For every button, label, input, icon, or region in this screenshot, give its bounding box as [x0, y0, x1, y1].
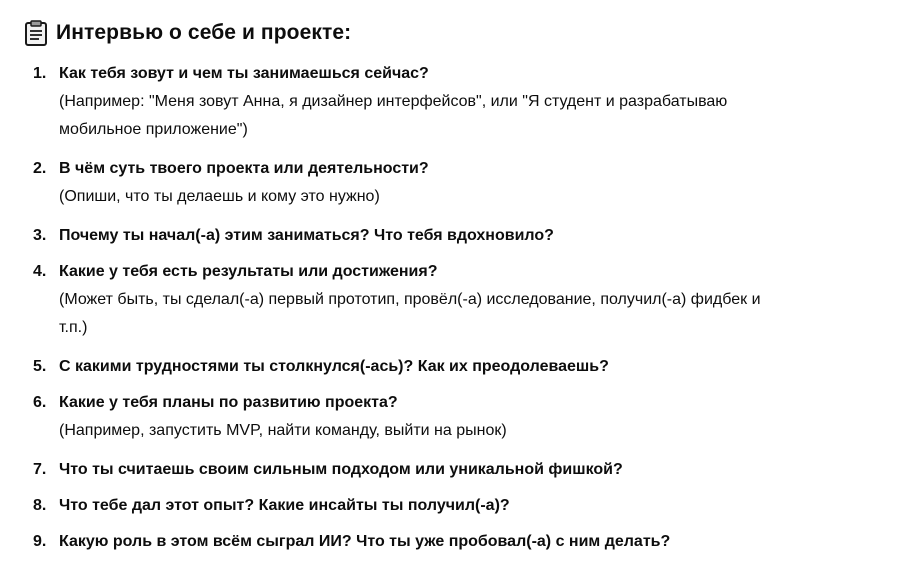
question-note: (Например: "Меня зовут Анна, я дизайнер интерфейсов", или "Я студент и разрабатываю мобильное приложение")	[59, 93, 728, 138]
question-text: Какие у тебя планы по развитию проекта?	[59, 394, 398, 411]
question-text: Как тебя зовут и чем ты занимаешься сейчас?	[59, 65, 429, 82]
item-number: 8.	[33, 497, 47, 514]
list-item	[0, 458, 900, 481]
page-title: Интервью о себе и проекте:	[56, 21, 352, 44]
question-text: В чём суть твоего проекта или деятельности?	[59, 160, 429, 177]
item-number: 9.	[33, 533, 47, 550]
list-item	[0, 224, 900, 247]
question-note: (Опиши, что ты делаешь и кому это нужно)	[59, 188, 380, 205]
question-note: (Может быть, ты сделал(-а) первый прототип, провёл(-а) исследование, получил(-а) фидбек и т.п.)	[59, 291, 761, 336]
item-number: 7.	[33, 461, 47, 478]
page-heading	[24, 18, 351, 48]
item-number: 2.	[33, 160, 47, 177]
list-item	[0, 494, 900, 517]
item-number: 5.	[33, 358, 47, 375]
list-item	[0, 355, 900, 378]
list-item	[0, 157, 900, 211]
list-item	[0, 62, 900, 144]
question-text: Что тебе дал этот опыт? Какие инсайты ты получил(-а)?	[59, 497, 510, 514]
question-list	[0, 62, 900, 566]
question-text: Почему ты начал(-а) этим заниматься? Что тебя вдохновило?	[59, 227, 554, 244]
question-text: Какую роль в этом всём сыграл ИИ? Что ты уже пробовал(-а) с ним делать?	[59, 533, 671, 550]
question-note: (Например, запустить MVP, найти команду, выйти на рынок)	[59, 422, 507, 439]
item-number: 6.	[33, 394, 47, 411]
list-item	[0, 530, 900, 553]
item-number: 4.	[33, 263, 47, 280]
list-item	[0, 391, 900, 445]
question-text: Какие у тебя есть результаты или достижения?	[59, 263, 438, 280]
list-item	[0, 260, 900, 342]
item-number: 1.	[33, 65, 47, 82]
item-number: 3.	[33, 227, 47, 244]
question-text: С какими трудностями ты столкнулся(-ась)? Как их преодолеваешь?	[59, 358, 609, 375]
clipboard-icon	[24, 20, 48, 46]
question-text: Что ты считаешь своим сильным подходом или уникальной фишкой?	[59, 461, 623, 478]
